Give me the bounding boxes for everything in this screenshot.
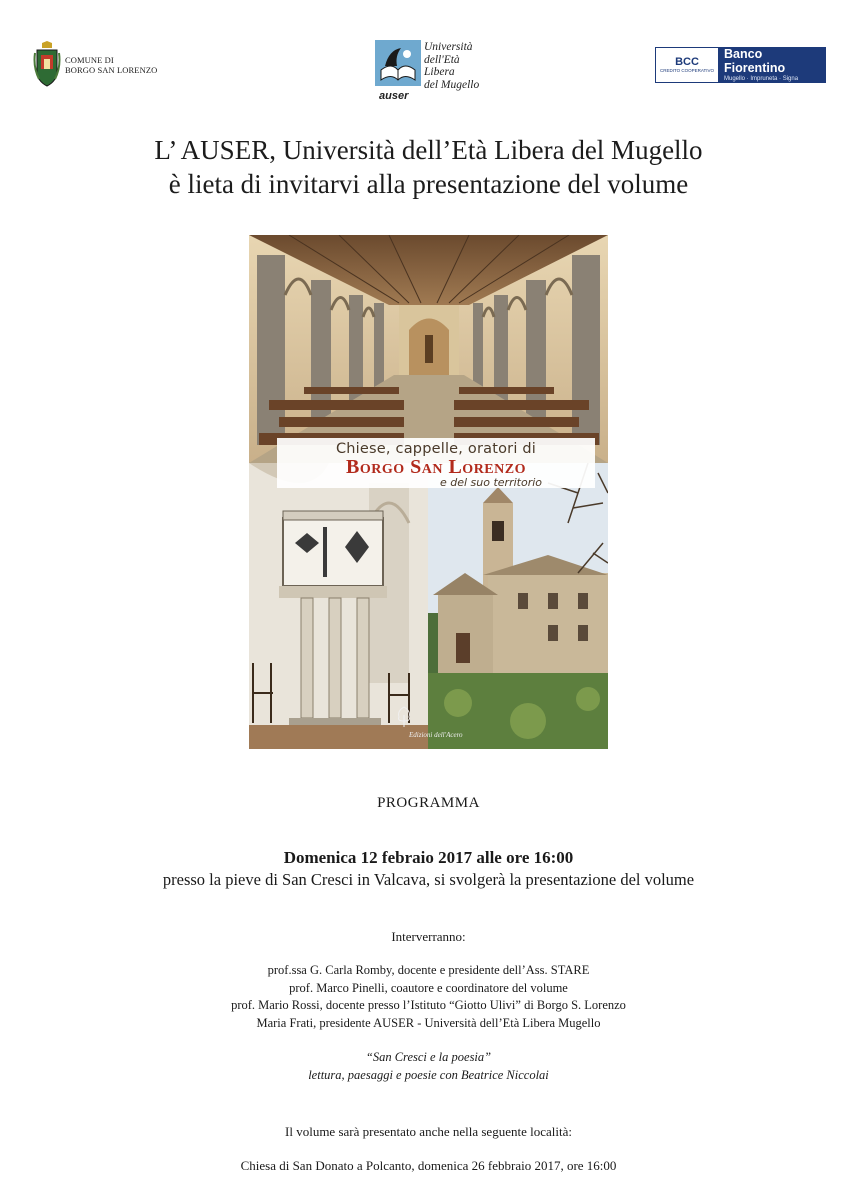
university-name <box>424 41 485 91</box>
headline-line1: L’ AUSER, Università dell’Età Libera del Mugello <box>154 135 703 165</box>
speaker-item: prof.ssa G. Carla Romby, docente e presidente dell’Ass. STARE <box>267 963 590 977</box>
comune-line2: BORGO SAN LORENZO <box>65 65 158 75</box>
speaker-item: prof. Marco Pinelli, coautore e coordinatore del volume <box>289 980 568 995</box>
university-line3: del Mugello <box>424 78 480 91</box>
book-cover <box>249 235 608 749</box>
bcc-mark <box>656 48 718 82</box>
program-heading: PROGRAMMA <box>377 795 480 811</box>
bcc-acronym: BCC <box>675 56 699 68</box>
event-date: Domenica 12 febraio 2017 alle ore 16:00 <box>283 848 574 867</box>
event-place: presso la pieve di San Cresci in Valcava, si svolgerà la presentazione del volume <box>162 870 695 889</box>
also-presented-heading: Il volume sarà presentato anche nella seguente località: <box>285 1124 572 1139</box>
cover-publisher: Edizioni dell'Acero <box>409 731 463 739</box>
speaker-item: prof. Mario Rossi, docente presso l’Istituto “Giotto Ulivi” di Borgo S. Lorenzo <box>231 998 626 1012</box>
coat-of-arms-icon <box>33 41 61 89</box>
comune-name <box>65 55 157 75</box>
cover-subtitle: Chiese, cappelle, oratori di <box>335 441 537 457</box>
other-event: Chiesa di San Donato a Polcanto, domenica 26 febbraio 2017, ore 16:00 <box>240 1158 617 1173</box>
bank-name-block <box>718 48 825 82</box>
university-line2: dell'Età Libera <box>424 53 460 78</box>
church-exterior-photo <box>428 463 608 749</box>
speakers-list <box>0 962 857 1032</box>
bank-locations: Mugello · Impruneta · Signa <box>724 76 799 82</box>
church-interior-photo <box>249 235 608 463</box>
cover-title: Borgo San Lorenzo <box>346 456 526 478</box>
cover-title-band <box>277 438 595 488</box>
reading-description: lettura, paesaggi e poesie con Beatrice Niccolai <box>308 1068 549 1082</box>
comune-line1: COMUNE DI <box>65 55 114 65</box>
university-line1: Università <box>424 41 473 53</box>
speaker-item: Maria Frati, presidente AUSER - Università dell’Età Libera Mugello <box>256 1015 601 1030</box>
university-logo <box>375 40 485 108</box>
open-book-icon <box>375 40 421 86</box>
bcc-subtitle: CREDITO COOPERATIVO <box>659 68 715 73</box>
auser-brand: auser <box>379 90 409 102</box>
reading-title: “San Cresci e la poesia” <box>365 1050 492 1064</box>
bank-logo <box>655 47 826 83</box>
cover-tagline: e del suo territorio <box>439 476 543 489</box>
maple-tree-icon <box>395 705 413 729</box>
headline-line2: è lieta di invitarvi alla presentazione del volume <box>168 169 689 199</box>
bank-name: Banco Fiorentino <box>724 47 786 75</box>
comune-logo <box>33 40 163 90</box>
speakers-heading: Interverranno: <box>391 929 466 944</box>
